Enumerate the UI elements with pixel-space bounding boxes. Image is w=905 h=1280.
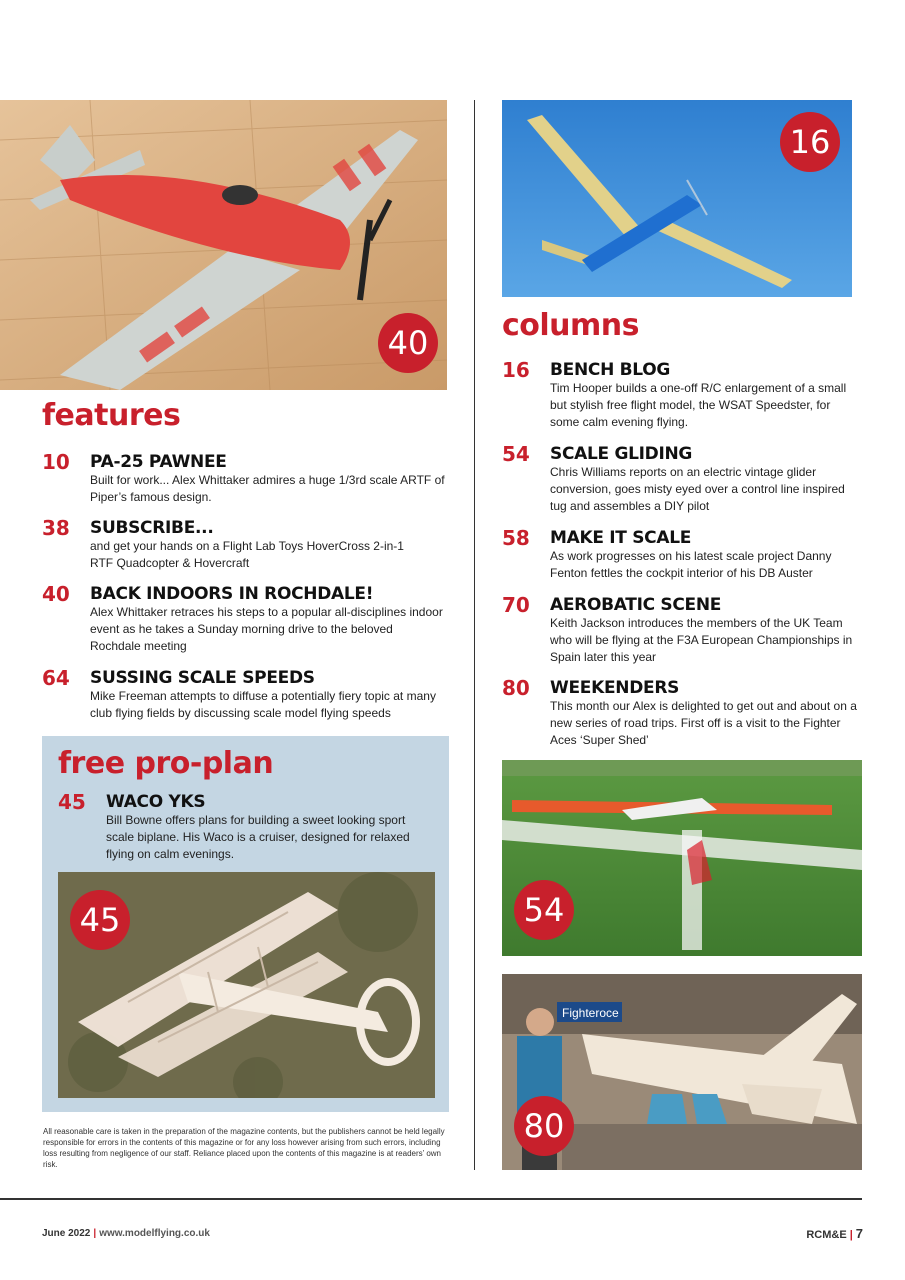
entry-title: MAKE IT SCALE [550,528,692,548]
entry-page-number: 40 [42,582,70,606]
column-entry[interactable] [502,678,862,750]
entry-title: SCALE GLIDING [550,444,693,464]
feature-entry[interactable] [42,518,447,574]
entry-page-number: 10 [42,450,70,474]
hangar-sign: Fighteroce [562,1006,619,1020]
features-heading: features [42,398,181,433]
entry-title: SUSSING SCALE SPEEDS [90,668,315,688]
page-badge: 80 [514,1096,574,1156]
column-entry[interactable] [502,444,862,516]
footer-divider [0,1198,862,1200]
footer-website-link[interactable]: www.modelflying.co.uk [99,1228,210,1239]
entry-description: Tim Hooper builds a one-off R/C enlargement of a small but stylish free flight model, the WSAT Speedster, for some calm evening flying. [550,381,847,429]
plan-entry[interactable] [58,792,438,864]
entry-title: WACO YKS [106,792,206,812]
footer-separator: | [93,1228,97,1239]
columns-heading: columns [502,308,640,343]
free-plan-box [42,736,449,1112]
column-photo-gliders [502,760,862,956]
page-badge: 40 [378,313,438,373]
entry-page-number: 70 [502,593,530,617]
entry-page-number: 58 [502,526,530,550]
column-divider [474,100,475,1170]
plan-photo-biplane [58,872,435,1098]
entry-title: BENCH BLOG [550,360,671,380]
feature-entry[interactable] [42,584,447,656]
entry-page-number: 54 [502,442,530,466]
entry-page-number: 80 [502,676,530,700]
footer-date: June 2022 [42,1228,91,1239]
entry-description: Built for work... Alex Whittaker admires a huge 1/3rd scale ARTF of Piper’s famous design. [90,473,445,504]
column-entry[interactable] [502,595,862,667]
footer-right [806,1226,863,1241]
entry-page-number: 64 [42,666,70,690]
entry-title: PA-25 PAWNEE [90,452,227,472]
entry-description: Keith Jackson introduces the members of the UK Team who will be flying at the F3A European Championships in Spain later this year [550,616,853,664]
entry-description: Mike Freeman attempts to diffuse a potentially fiery topic at many club flying fields by discussing scale model flying speeds [90,689,436,720]
column-photo-workshop [502,974,862,1170]
column-photo-speedster [502,100,852,297]
feature-photo-aircraft [0,100,447,390]
entry-title: WEEKENDERS [550,678,680,698]
entry-title: BACK INDOORS IN ROCHDALE! [90,584,374,604]
entry-description: Bill Bowne offers plans for building a sweet looking sport scale biplane. His Waco is a cruiser, designed for relaxed flying on calm evenings. [106,813,410,861]
entry-title: AEROBATIC SCENE [550,595,722,615]
page-number: 7 [855,1226,863,1241]
column-entry[interactable] [502,360,862,432]
page-badge: 45 [70,890,130,950]
entry-description: As work progresses on his latest scale project Danny Fenton fettles the cockpit interior of his DB Auster [550,549,832,580]
column-entry[interactable] [502,528,862,584]
feature-entry[interactable] [42,668,447,724]
entry-description: Alex Whittaker retraces his steps to a popular all-disciplines indoor event as he takes a Sunday morning drive to the beloved Rochdale meeting [90,605,443,653]
page-badge: 54 [514,880,574,940]
entry-description: and get your hands on a Flight Lab Toys HoverCross 2-in-1 RTF Quadcopter & Hovercraft [90,539,404,570]
disclaimer-text: All reasonable care is taken in the preparation of the magazine contents, but the publishers cannot be held legally responsible for errors in the contents of this magazine or for any loss however arising from such errors, including loss resulting from negligence of our staff. Reliance placed upon the contents of this magazine is at readers’ own risk. [43,1127,445,1169]
entry-page-number: 45 [58,790,86,814]
footer-brand: RCM&E [806,1229,847,1241]
entry-description: Chris Williams reports on an electric vintage glider conversion, goes misty eyed over a control line inspired tug and assembles a DIY pilot [550,465,845,513]
footer-left [42,1228,210,1239]
page-badge: 16 [780,112,840,172]
plan-heading: free pro-plan [58,746,274,781]
feature-entry[interactable] [42,452,447,508]
entry-page-number: 16 [502,358,530,382]
entry-description: This month our Alex is delighted to get out and about on a new series of road trips. First off is a visit to the Fighter Aces ‘Super Shed’ [550,699,857,747]
entry-title: SUBSCRIBE... [90,518,214,538]
footer-separator: | [849,1229,853,1241]
entry-page-number: 38 [42,516,70,540]
